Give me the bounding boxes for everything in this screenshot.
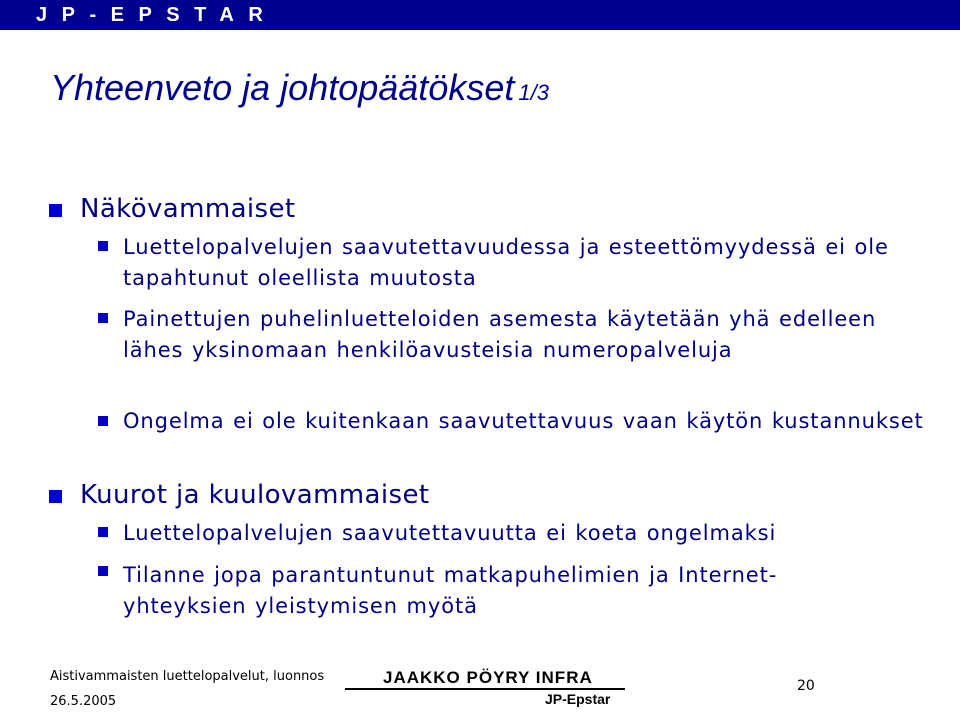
- bullet-square-icon: [49, 204, 62, 217]
- slide-title-text: Yhteenveto ja johtopäätökset: [50, 67, 515, 108]
- header-bar: [0, 0, 960, 30]
- section-heading: Kuurot ja kuulovammaiset: [80, 480, 430, 510]
- page-number: 20: [797, 678, 815, 694]
- bullet-square-icon: [98, 527, 108, 537]
- company-logo: [345, 668, 625, 714]
- slide-title-page: 1/3: [518, 80, 549, 105]
- bullet-item: Luettelopalvelujen saavutettavuudessa ja esteettömyydessä ei ole tapahtunut oleellista muutosta: [123, 235, 889, 290]
- section-heading: Näkövammaiset: [80, 194, 296, 224]
- bullet-item: Ongelma ei ole kuitenkaan saavutettavuus vaan käytön kustannukset: [123, 409, 924, 433]
- header-brand: JP-EPSTAR: [36, 4, 278, 26]
- bullet-square-icon: [98, 566, 108, 576]
- bullet-item: Tilanne jopa parantuntunut matkapuhelimien ja Internet-yhteyksien yleistymisen myötä: [123, 563, 778, 618]
- slide-title: [50, 66, 549, 115]
- footer-date: 26.5.2005: [50, 694, 117, 709]
- bullet-square-icon: [98, 241, 108, 251]
- bullet-square-icon: [98, 313, 108, 323]
- logo-sub: JP-Epstar: [545, 691, 611, 707]
- bullet-item: Luettelopalvelujen saavutettavuutta ei koeta ongelmaksi: [123, 521, 777, 545]
- footer-document: Aistivammaisten luettelopalvelut, luonnos: [50, 669, 325, 684]
- bullet-item: Painettujen puhelinluetteloiden asemesta käytetään yhä edelleen lähes yksinomaan henkilöavusteisia numeropalveluja: [123, 307, 877, 362]
- logo-name: JAAKKO PÖYRY INFRA: [383, 668, 593, 687]
- bullet-square-icon: [49, 490, 62, 503]
- bullet-square-icon: [98, 416, 108, 426]
